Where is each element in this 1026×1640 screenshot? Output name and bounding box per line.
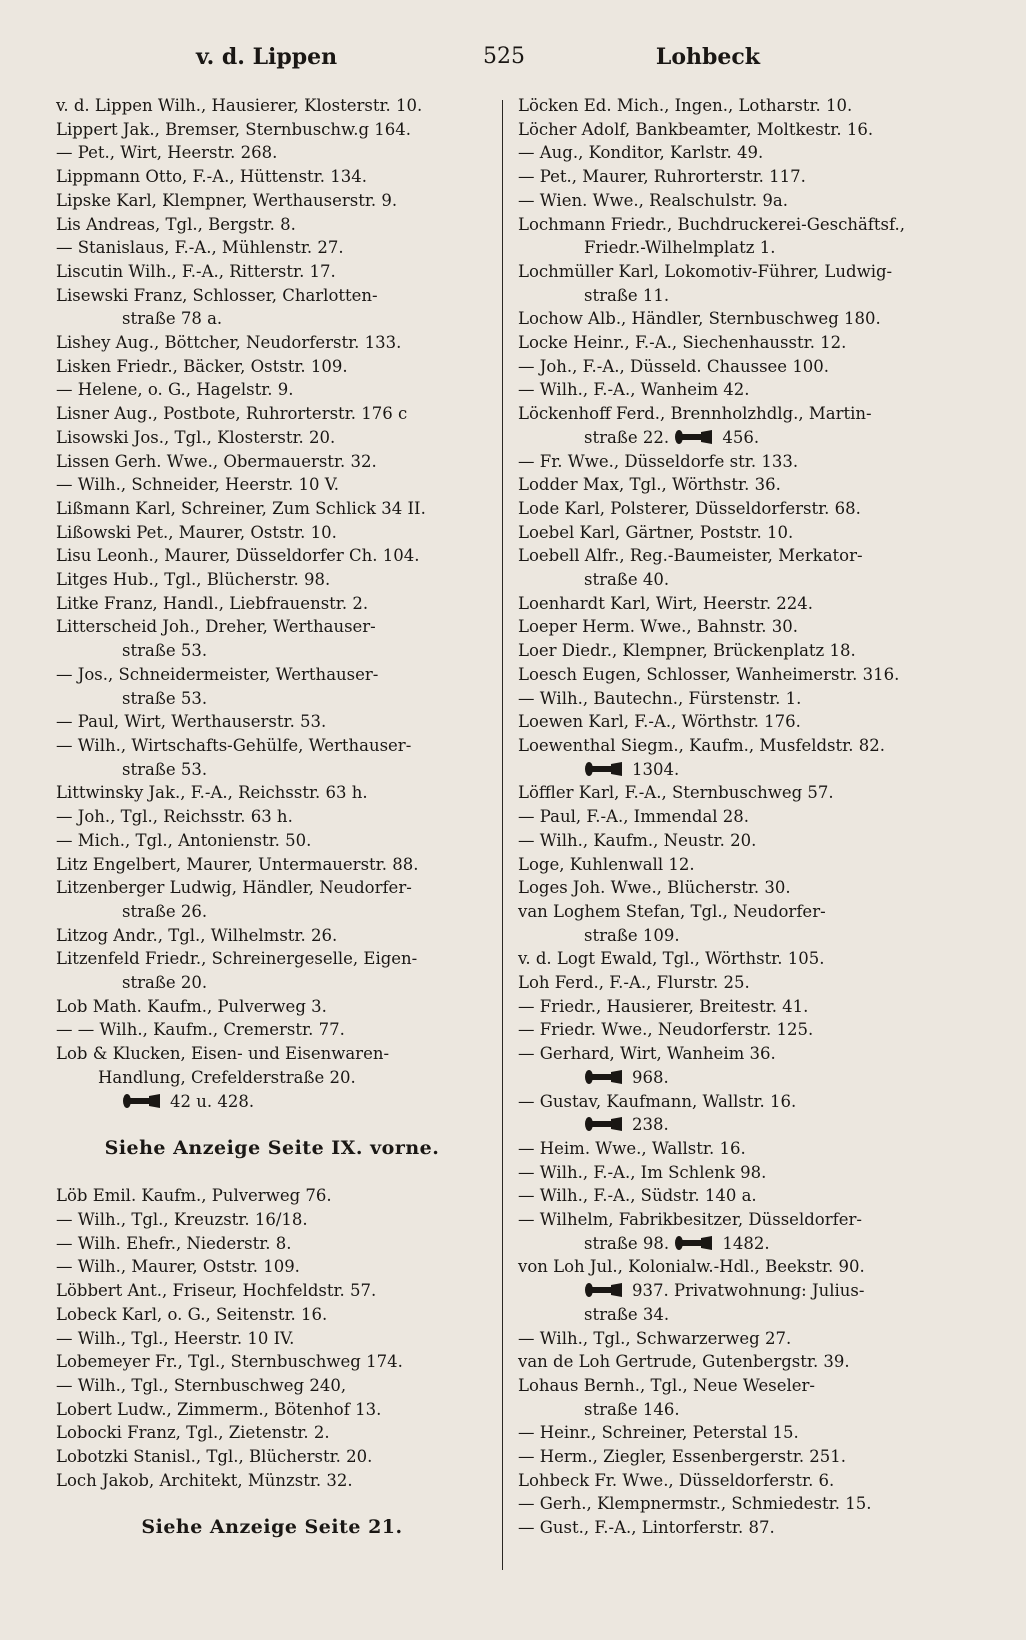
entry-text: — Friedr. Wwe., Neudorferstr. 125. bbox=[518, 1020, 814, 1040]
entry-text: Löcken Ed. Mich., Ingen., Lotharstr. 10. bbox=[518, 96, 853, 115]
entry-text: straße 53. bbox=[122, 759, 208, 779]
entry-text: — Jos., Schneidermeister, Werthauser- bbox=[56, 664, 379, 684]
directory-entry-line bbox=[518, 402, 950, 426]
directory-entry-line bbox=[518, 473, 950, 497]
directory-entry-line bbox=[518, 1279, 950, 1303]
directory-entry-line bbox=[518, 94, 950, 118]
entry-text: 968. bbox=[632, 1067, 669, 1087]
directory-entry-line bbox=[56, 568, 488, 592]
entry-text: — Gust., F.-A., Lintorferstr. 87. bbox=[518, 1518, 775, 1538]
directory-entry-line bbox=[518, 189, 950, 213]
entry-text: Litz Engelbert, Maurer, Untermauerstr. 88. bbox=[56, 854, 419, 874]
directory-entry-line bbox=[518, 1303, 950, 1327]
entry-text: — Stanislaus, F.-A., Mühlenstr. 27. bbox=[56, 238, 344, 258]
directory-entry-line bbox=[518, 900, 950, 924]
entry-text: — Fr. Wwe., Düsseldorfe str. 133. bbox=[518, 451, 799, 471]
directory-entry-line bbox=[56, 1374, 488, 1398]
directory-entry-line bbox=[518, 1374, 950, 1398]
directory-entry-line bbox=[518, 829, 950, 853]
directory-entry-line bbox=[518, 1090, 950, 1114]
directory-entry-line bbox=[56, 260, 488, 284]
entry-text: Lobeck Karl, o. G., Seitenstr. 16. bbox=[56, 1304, 328, 1324]
directory-entry-line bbox=[518, 165, 950, 189]
entry-text: 42 u. 428. bbox=[170, 1091, 255, 1111]
entry-text: Lishey Aug., Böttcher, Neudorferstr. 133. bbox=[56, 333, 402, 353]
directory-entry-line bbox=[518, 758, 950, 782]
telephone-icon bbox=[674, 429, 714, 445]
entry-text: Lobemeyer Fr., Tgl., Sternbuschweg 174. bbox=[56, 1352, 403, 1372]
entry-text: straße 109. bbox=[584, 925, 680, 945]
directory-entry-line bbox=[56, 687, 488, 711]
entry-text: Löb Emil. Kaufm., Pulverweg 76. bbox=[56, 1186, 332, 1206]
header-right-keyword: Lohbeck bbox=[655, 44, 760, 70]
directory-entry-line bbox=[518, 426, 950, 450]
advertisement-notice bbox=[56, 1516, 488, 1540]
directory-entry-line bbox=[518, 307, 950, 331]
entry-text: — Wilh., Bautechn., Fürstenstr. 1. bbox=[518, 688, 802, 708]
entry-text: — Pet., Wirt, Heerstr. 268. bbox=[56, 143, 278, 163]
directory-entry-line bbox=[518, 639, 950, 663]
directory-entry-line bbox=[56, 1184, 488, 1208]
directory-entry-line bbox=[56, 971, 488, 995]
entry-text: Lochow Alb., Händler, Sternbuschweg 180. bbox=[518, 309, 881, 329]
directory-entry-line bbox=[56, 1445, 488, 1469]
directory-entry-line bbox=[56, 1232, 488, 1256]
entry-text: — Wilh., F.-A., Wanheim 42. bbox=[518, 380, 750, 400]
entry-text: Lisner Aug., Postbote, Ruhrorterstr. 176 c bbox=[56, 404, 408, 424]
telephone-icon bbox=[674, 1235, 714, 1251]
advertisement-notice bbox=[56, 1137, 488, 1161]
directory-entry-line bbox=[518, 1350, 950, 1374]
directory-entry-line bbox=[56, 521, 488, 545]
directory-entry-line bbox=[56, 213, 488, 237]
entry-text: Loh Ferd., F.-A., Flurstr. 25. bbox=[518, 973, 750, 993]
entry-text: Lobocki Franz, Tgl., Zietenstr. 2. bbox=[56, 1423, 330, 1443]
entry-text: Lisewski Franz, Schlosser, Charlotten- bbox=[56, 285, 378, 305]
directory-entry-line bbox=[56, 615, 488, 639]
directory-entry-line bbox=[518, 1492, 950, 1516]
telephone-icon bbox=[584, 1116, 624, 1132]
directory-entry-line bbox=[56, 141, 488, 165]
entry-text: — — Wilh., Kaufm., Cremerstr. 77. bbox=[56, 1020, 345, 1040]
directory-entry-line bbox=[518, 687, 950, 711]
directory-entry-line bbox=[56, 355, 488, 379]
directory-entry-line bbox=[518, 331, 950, 355]
entry-text: Littwinsky Jak., F.-A., Reichsstr. 63 h. bbox=[56, 783, 368, 803]
directory-entry-line bbox=[56, 94, 488, 118]
entry-text: Loewen Karl, F.-A., Wörthstr. 176. bbox=[518, 712, 801, 732]
entry-text: — Wilh., Tgl., Sternbuschweg 240, bbox=[56, 1375, 347, 1395]
entry-text: Friedr.-Wilhelmplatz 1. bbox=[584, 238, 776, 258]
directory-entry-line bbox=[56, 592, 488, 616]
entry-text: — Helene, o. G., Hagelstr. 9. bbox=[56, 380, 294, 400]
entry-text: 1304. bbox=[632, 759, 680, 779]
telephone-icon bbox=[584, 1069, 624, 1085]
directory-entry-line bbox=[518, 1516, 950, 1540]
entry-text: Lode Karl, Polsterer, Düsseldorferstr. 68. bbox=[518, 498, 861, 518]
entry-text: — Heim. Wwe., Wallstr. 16. bbox=[518, 1138, 746, 1158]
entry-text: — Herm., Ziegler, Essenbergerstr. 251. bbox=[518, 1447, 847, 1467]
entry-text: straße 34. bbox=[584, 1304, 670, 1324]
entry-text: — Aug., Konditor, Karlstr. 49. bbox=[518, 143, 764, 163]
directory-entry-line bbox=[56, 734, 488, 758]
directory-entry-line bbox=[518, 141, 950, 165]
entry-text: — Wilh., F.-A., Im Schlenk 98. bbox=[518, 1162, 767, 1182]
entry-text: — Joh., F.-A., Düsseld. Chaussee 100. bbox=[518, 356, 830, 376]
directory-entry-line bbox=[518, 734, 950, 758]
entry-text: — Wilhelm, Fabrikbesitzer, Düsseldorfer- bbox=[518, 1210, 862, 1230]
left-column bbox=[56, 94, 488, 1540]
entry-text: Löffler Karl, F.-A., Sternbuschweg 57. bbox=[518, 783, 834, 803]
spacer bbox=[56, 1161, 488, 1185]
telephone-icon bbox=[584, 1282, 624, 1298]
directory-entry-line bbox=[56, 236, 488, 260]
telephone-icon bbox=[122, 1093, 162, 1109]
entry-text: Lobotzki Stanisl., Tgl., Blücherstr. 20. bbox=[56, 1447, 373, 1467]
directory-entry-line bbox=[56, 781, 488, 805]
entry-text: Litges Hub., Tgl., Blücherstr. 98. bbox=[56, 570, 331, 590]
entry-text: straße 53. bbox=[122, 641, 208, 661]
directory-entry-line bbox=[56, 284, 488, 308]
directory-entry-line bbox=[518, 1042, 950, 1066]
directory-entry-line bbox=[518, 663, 950, 687]
directory-entry-line bbox=[518, 118, 950, 142]
entry-text: straße 11. bbox=[584, 285, 670, 305]
directory-entry-line bbox=[518, 781, 950, 805]
entry-text: — Joh., Tgl., Reichsstr. 63 h. bbox=[56, 807, 293, 827]
directory-entry-line bbox=[56, 402, 488, 426]
entry-text: — Gerh., Klempnermstr., Schmiedestr. 15. bbox=[518, 1494, 872, 1514]
entry-text: straße 26. bbox=[122, 901, 208, 921]
entry-text: 937. Privatwohnung: Julius- bbox=[632, 1281, 865, 1301]
entry-text: v. d. Lippen Wilh., Hausierer, Klosterstr. 10. bbox=[56, 96, 423, 115]
directory-entry-line bbox=[56, 924, 488, 948]
directory-entry-line bbox=[518, 213, 950, 237]
directory-entry-line bbox=[518, 1208, 950, 1232]
directory-entry-line bbox=[56, 900, 488, 924]
entry-text: — Wilh., Schneider, Heerstr. 10 V. bbox=[56, 475, 340, 495]
entry-text: straße 40. bbox=[584, 570, 670, 590]
directory-entry-line bbox=[518, 853, 950, 877]
directory-entry-line bbox=[56, 805, 488, 829]
entry-text: — Wilh. Ehefr., Niederstr. 8. bbox=[56, 1233, 292, 1253]
directory-entry-line bbox=[518, 1066, 950, 1090]
entry-text: Loges Joh. Wwe., Blücherstr. 30. bbox=[518, 878, 791, 898]
directory-entry-line bbox=[518, 1469, 950, 1493]
directory-entry-line bbox=[56, 189, 488, 213]
entry-text: v. d. Logt Ewald, Tgl., Wörthstr. 105. bbox=[518, 949, 825, 969]
entry-text: Löbbert Ant., Friseur, Hochfeldstr. 57. bbox=[56, 1281, 377, 1301]
directory-entry-line bbox=[56, 1018, 488, 1042]
directory-entry-line bbox=[56, 307, 488, 331]
entry-text: straße 53. bbox=[122, 688, 208, 708]
entry-text: — Wilh., Tgl., Schwarzerweg 27. bbox=[518, 1328, 792, 1348]
entry-text: — Wilh., Kaufm., Neustr. 20. bbox=[518, 830, 757, 850]
entry-text: Lissen Gerh. Wwe., Obermauerstr. 32. bbox=[56, 451, 377, 471]
directory-entry-line bbox=[56, 1279, 488, 1303]
directory-entry-line bbox=[56, 1042, 488, 1066]
directory-entry-line bbox=[518, 1018, 950, 1042]
directory-entry-line bbox=[56, 1469, 488, 1493]
spacer bbox=[56, 1492, 488, 1516]
directory-entry-line bbox=[56, 1090, 488, 1114]
entry-text: Litke Franz, Handl., Liebfrauenstr. 2. bbox=[56, 593, 369, 613]
telephone-icon bbox=[584, 761, 624, 777]
entry-text: straße 22. bbox=[584, 427, 670, 447]
entry-text: — Paul, F.-A., Immendal 28. bbox=[518, 807, 750, 827]
directory-entry-line bbox=[56, 497, 488, 521]
directory-entry-line bbox=[518, 1232, 950, 1256]
directory-entry-line bbox=[518, 284, 950, 308]
directory-entry-line bbox=[518, 971, 950, 995]
entry-text: Loewenthal Siegm., Kaufm., Musfeldstr. 82. bbox=[518, 735, 885, 755]
page-number: 525 bbox=[483, 44, 525, 69]
entry-text: Locke Heinr., F.-A., Siechenhausstr. 12. bbox=[518, 333, 847, 353]
directory-entry-line bbox=[56, 378, 488, 402]
entry-text: — Mich., Tgl., Antonienstr. 50. bbox=[56, 830, 312, 850]
directory-entry-line bbox=[518, 1161, 950, 1185]
directory-entry-line bbox=[518, 521, 950, 545]
directory-entry-line bbox=[518, 568, 950, 592]
directory-entry-line bbox=[518, 947, 950, 971]
entry-text: — Wilh., F.-A., Südstr. 140 a. bbox=[518, 1186, 757, 1206]
directory-entry-line bbox=[56, 876, 488, 900]
entry-text: — Wien. Wwe., Realschulstr. 9a. bbox=[518, 190, 788, 210]
directory-entry-line bbox=[56, 1066, 488, 1090]
directory-entry-line bbox=[518, 1184, 950, 1208]
entry-text: Lobert Ludw., Zimmerm., Bötenhof 13. bbox=[56, 1399, 382, 1419]
entry-text: Lisken Friedr., Bäcker, Oststr. 109. bbox=[56, 356, 348, 376]
directory-entry-line bbox=[518, 497, 950, 521]
entry-text: Loeper Herm. Wwe., Bahnstr. 30. bbox=[518, 617, 798, 637]
directory-entry-line bbox=[56, 758, 488, 782]
entry-text: Lob Math. Kaufm., Pulverweg 3. bbox=[56, 996, 327, 1016]
directory-entry-line bbox=[56, 995, 488, 1019]
directory-entry-line bbox=[56, 473, 488, 497]
entry-text: — Wilh., Maurer, Oststr. 109. bbox=[56, 1257, 300, 1277]
directory-entry-line bbox=[56, 1350, 488, 1374]
directory-entry-line bbox=[518, 236, 950, 260]
directory-entry-line bbox=[56, 426, 488, 450]
entry-text: Loesch Eugen, Schlosser, Wanheimerstr. 316. bbox=[518, 664, 900, 684]
entry-text: Siehe Anzeige Seite 21. bbox=[141, 1516, 403, 1539]
entry-text: Lisowski Jos., Tgl., Klosterstr. 20. bbox=[56, 427, 336, 447]
directory-entry-line bbox=[56, 118, 488, 142]
directory-entry-line bbox=[56, 1421, 488, 1445]
entry-text: Lohbeck Fr. Wwe., Düsseldorferstr. 6. bbox=[518, 1470, 835, 1490]
directory-entry-line bbox=[518, 805, 950, 829]
directory-entry-line bbox=[56, 1398, 488, 1422]
directory-entry-line bbox=[518, 1421, 950, 1445]
directory-entry-line bbox=[518, 924, 950, 948]
entry-text: Lipske Karl, Klempner, Werthauserstr. 9. bbox=[56, 190, 398, 210]
directory-entry-line bbox=[56, 829, 488, 853]
directory-entry-line bbox=[56, 639, 488, 663]
entry-text: Lodder Max, Tgl., Wörthstr. 36. bbox=[518, 475, 781, 495]
entry-text: — Heinr., Schreiner, Peterstal 15. bbox=[518, 1423, 799, 1443]
directory-entry-line bbox=[518, 544, 950, 568]
entry-text: Loebel Karl, Gärtner, Poststr. 10. bbox=[518, 522, 794, 542]
right-column bbox=[518, 94, 950, 1540]
entry-text: Lohaus Bernh., Tgl., Neue Weseler- bbox=[518, 1375, 815, 1395]
entry-text: — Gustav, Kaufmann, Wallstr. 16. bbox=[518, 1091, 797, 1111]
entry-text: straße 78 a. bbox=[122, 309, 223, 329]
entry-text: — Wilh., Tgl., Kreuzstr. 16/18. bbox=[56, 1210, 308, 1230]
directory-entry-line bbox=[56, 544, 488, 568]
entry-text: van Loghem Stefan, Tgl., Neudorfer- bbox=[518, 901, 826, 921]
directory-entry-line bbox=[56, 1327, 488, 1351]
entry-text: — Gerhard, Wirt, Wanheim 36. bbox=[518, 1044, 776, 1064]
entry-text: 238. bbox=[632, 1115, 669, 1135]
entry-text: Lisu Leonh., Maurer, Düsseldorfer Ch. 104. bbox=[56, 546, 420, 566]
directory-entry-line bbox=[56, 1303, 488, 1327]
entry-text: — Wilh., Tgl., Heerstr. 10 IV. bbox=[56, 1328, 295, 1348]
entry-text: Lochmann Friedr., Buchdruckerei-Geschäftsf., bbox=[518, 214, 906, 234]
directory-entry-line bbox=[56, 1255, 488, 1279]
entry-text: — Paul, Wirt, Werthauserstr. 53. bbox=[56, 712, 327, 732]
entry-text: straße 98. bbox=[584, 1233, 670, 1253]
directory-entry-line bbox=[518, 1327, 950, 1351]
header-left-keyword: v. d. Lippen bbox=[196, 44, 338, 70]
directory-entry-line bbox=[518, 1445, 950, 1469]
entry-text: Lob & Klucken, Eisen- und Eisenwaren- bbox=[56, 1044, 390, 1064]
directory-entry-line bbox=[56, 331, 488, 355]
directory-entry-line bbox=[56, 165, 488, 189]
entry-text: Loenhardt Karl, Wirt, Heerstr. 224. bbox=[518, 593, 814, 613]
directory-entry-line bbox=[518, 1398, 950, 1422]
directory-entry-line bbox=[518, 995, 950, 1019]
entry-text: van de Loh Gertrude, Gutenbergstr. 39. bbox=[518, 1352, 850, 1372]
directory-entry-line bbox=[56, 710, 488, 734]
entry-text: Loge, Kuhlenwall 12. bbox=[518, 854, 695, 874]
entry-text: von Loh Jul., Kolonialw.-Hdl., Beekstr. 90. bbox=[518, 1257, 865, 1277]
entry-text: Litzenfeld Friedr., Schreinergeselle, Eigen- bbox=[56, 949, 418, 969]
entry-text: Litzog Andr., Tgl., Wilhelmstr. 26. bbox=[56, 925, 338, 945]
entry-text: Loch Jakob, Architekt, Münzstr. 32. bbox=[56, 1470, 353, 1490]
entry-text: Lochmüller Karl, Lokomotiv-Führer, Ludwig- bbox=[518, 261, 893, 281]
entry-text: straße 20. bbox=[122, 973, 208, 993]
phone-number: 1482. bbox=[722, 1233, 770, 1253]
entry-text: Handlung, Crefelderstraße 20. bbox=[98, 1067, 356, 1087]
entry-text: — Friedr., Hausierer, Breitestr. 41. bbox=[518, 996, 809, 1016]
entry-text: Loer Diedr., Klempner, Brückenplatz 18. bbox=[518, 641, 856, 661]
entry-text: — Pet., Maurer, Ruhrorterstr. 117. bbox=[518, 167, 806, 187]
entry-text: Loebell Alfr., Reg.-Baumeister, Merkator- bbox=[518, 546, 863, 566]
directory-entry-line bbox=[56, 853, 488, 877]
phone-number: 456. bbox=[722, 427, 760, 447]
directory-entry-line bbox=[518, 710, 950, 734]
directory-entry-line bbox=[56, 1208, 488, 1232]
directory-entry-line bbox=[56, 663, 488, 687]
column-divider bbox=[502, 100, 503, 1570]
entry-text: Lippmann Otto, F.-A., Hüttenstr. 134. bbox=[56, 167, 367, 187]
entry-text: Lißowski Pet., Maurer, Oststr. 10. bbox=[56, 522, 337, 542]
directory-entry-line bbox=[518, 615, 950, 639]
directory-entry-line bbox=[518, 1113, 950, 1137]
entry-text: Litterscheid Joh., Dreher, Werthauser- bbox=[56, 617, 376, 637]
directory-entry-line bbox=[56, 450, 488, 474]
spacer bbox=[56, 1113, 488, 1137]
entry-text: Lippert Jak., Bremser, Sternbuschw.g 164. bbox=[56, 119, 411, 139]
entry-text: Löcher Adolf, Bankbeamter, Moltkestr. 16. bbox=[518, 119, 874, 139]
directory-entry-line bbox=[518, 355, 950, 379]
directory-entry-line bbox=[518, 378, 950, 402]
entry-text: Litzenberger Ludwig, Händler, Neudorfer- bbox=[56, 878, 412, 898]
directory-entry-line bbox=[518, 1137, 950, 1161]
entry-text: Liscutin Wilh., F.-A., Ritterstr. 17. bbox=[56, 261, 336, 281]
directory-entry-line bbox=[518, 592, 950, 616]
directory-entry-line bbox=[518, 450, 950, 474]
directory-entry-line bbox=[518, 876, 950, 900]
entry-text: Löckenhoff Ferd., Brennholzhdlg., Martin- bbox=[518, 404, 872, 424]
entry-text: Lis Andreas, Tgl., Bergstr. 8. bbox=[56, 214, 296, 234]
directory-entry-line bbox=[56, 947, 488, 971]
page-header bbox=[56, 44, 970, 78]
entry-text: Lißmann Karl, Schreiner, Zum Schlick 34 II. bbox=[56, 498, 426, 518]
directory-entry-line bbox=[518, 260, 950, 284]
directory-entry-line bbox=[518, 1255, 950, 1279]
entry-text: — Wilh., Wirtschafts-Gehülfe, Werthauser- bbox=[56, 735, 412, 755]
entry-text: straße 146. bbox=[584, 1399, 680, 1419]
entry-text: Siehe Anzeige Seite IX. vorne. bbox=[104, 1136, 440, 1159]
